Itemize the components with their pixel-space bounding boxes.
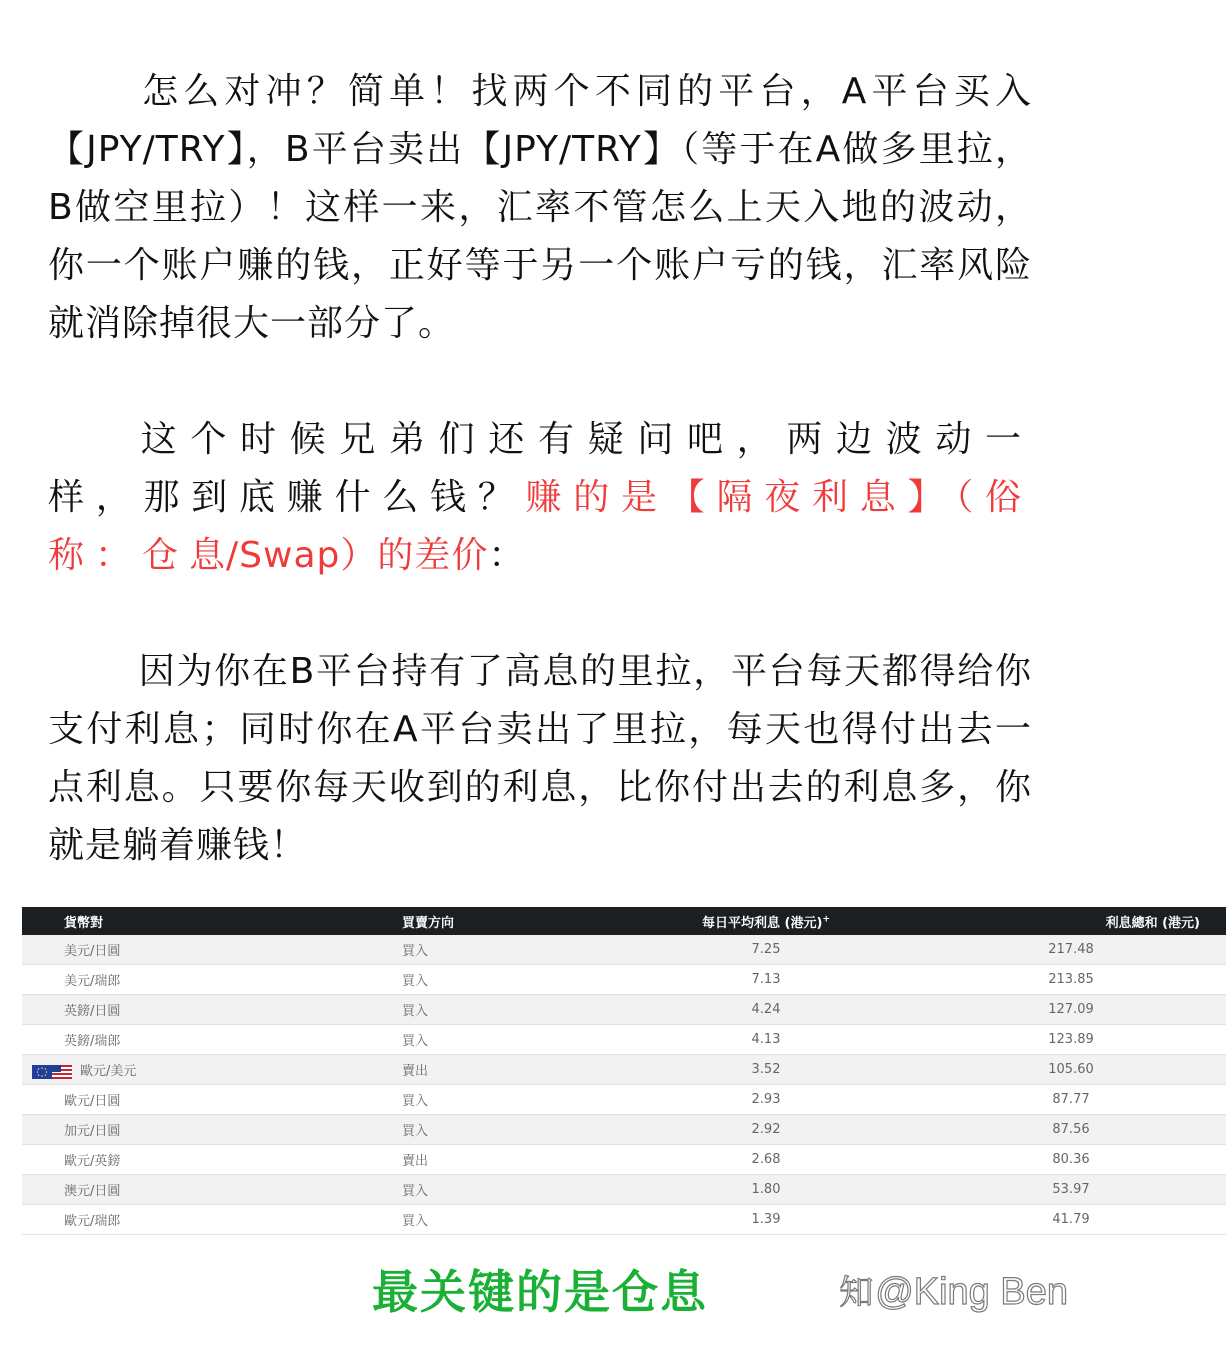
cell-daily: 3.52 <box>616 1055 916 1085</box>
table-row <box>22 1055 1226 1085</box>
cell-total: 87.77 <box>916 1085 1226 1115</box>
swap-rates-table <box>22 907 1226 1235</box>
table-row <box>22 965 1226 995</box>
highlight-swap-text-end: 息/Swap）的差价 <box>189 535 489 576</box>
cell-daily: 4.13 <box>616 1025 916 1055</box>
flag-group <box>32 1064 72 1079</box>
cell-total: 87.56 <box>916 1115 1226 1145</box>
cell-daily: 1.39 <box>616 1205 916 1235</box>
footer-caption: 最关键的是仓息 <box>372 1265 708 1319</box>
cell-total: 105.60 <box>916 1055 1226 1085</box>
cell-pair: 歐元/日圓 <box>22 1085 302 1115</box>
cell-pair: 英鎊/日圓 <box>22 995 302 1025</box>
header-daily-interest <box>616 907 916 935</box>
cell-direction: 賣出 <box>302 1055 616 1085</box>
cell-direction: 買入 <box>302 965 616 995</box>
paragraph-question-text: 这个时候兄弟们还有疑问吧，两边波动一样，那到底赚什么钱？ <box>48 419 1032 518</box>
cell-pair: 加元/日圓 <box>22 1115 302 1145</box>
cell-pair-text: 歐元/美元 <box>80 1064 137 1079</box>
cell-daily: 7.13 <box>616 965 916 995</box>
table-row <box>22 935 1226 965</box>
cell-daily: 1.80 <box>616 1175 916 1205</box>
cell-total: 217.48 <box>916 935 1226 965</box>
cell-pair: 歐元/英鎊 <box>22 1145 302 1175</box>
table-row <box>22 1175 1226 1205</box>
cell-pair: 英鎊/瑞郎 <box>22 1025 302 1055</box>
table-header-row <box>22 907 1226 935</box>
table-row <box>22 1145 1226 1175</box>
cell-direction: 買入 <box>302 935 616 965</box>
colon-text: ： <box>488 535 526 576</box>
cell-direction: 買入 <box>302 1205 616 1235</box>
cell-total: 80.36 <box>916 1145 1226 1175</box>
paragraph-question <box>48 411 1032 585</box>
highlight-swap-text: 赚的是【隔夜利息】（俗称：仓 <box>48 477 1032 576</box>
cell-direction: 買入 <box>302 1115 616 1145</box>
eu-flag-icon <box>32 1065 52 1079</box>
cell-daily: 2.92 <box>616 1115 916 1145</box>
cell-pair: 美元/瑞郎 <box>22 965 302 995</box>
us-flag-icon <box>52 1065 72 1079</box>
cell-direction: 買入 <box>302 1085 616 1115</box>
paragraph-hedging <box>48 63 1032 353</box>
header-daily-superscript: + <box>822 914 830 925</box>
cell-pair <box>22 1055 302 1085</box>
cell-daily: 4.24 <box>616 995 916 1025</box>
cell-direction: 買入 <box>302 1175 616 1205</box>
cell-direction: 買入 <box>302 1025 616 1055</box>
cell-total: 213.85 <box>916 965 1226 995</box>
cell-total: 53.97 <box>916 1175 1226 1205</box>
table-row <box>22 1205 1226 1235</box>
header-pair: 貨幣對 <box>64 915 104 931</box>
paragraph-hedging-text: 怎么对冲？简单！找两个不同的平台，A平台买入【JPY/TRY】，B平台卖出【JPY/TRY】（等于在A做多里拉，B做空里拉）！这样一来，汇率不管怎么上天入地的波动，你一个账户赚的钱，正好等于另一个账户亏的钱，汇率风险就消除掉很大一部分了。 <box>48 71 1032 344</box>
cell-direction: 賣出 <box>302 1145 616 1175</box>
cell-daily: 2.93 <box>616 1085 916 1115</box>
header-daily-label: 每日平均利息 (港元) <box>702 915 823 931</box>
cell-direction: 買入 <box>302 995 616 1025</box>
table-row <box>22 1115 1226 1145</box>
cell-daily: 7.25 <box>616 935 916 965</box>
cell-total: 127.09 <box>916 995 1226 1025</box>
cell-total: 123.89 <box>916 1025 1226 1055</box>
paragraph-interest-text: 因为你在B平台持有了高息的里拉，平台每天都得给你支付利息；同时你在A平台卖出了里拉，每天也得付出去一点利息。只要你每天收到的利息，比你付出去的利息多，你就是躺着赚钱！ <box>48 651 1032 866</box>
header-direction: 買賣方向 <box>402 915 455 931</box>
cell-daily: 2.68 <box>616 1145 916 1175</box>
zhihu-logo-icon: 知 <box>839 1274 874 1312</box>
author-watermark <box>839 1268 1068 1317</box>
cell-pair: 澳元/日圓 <box>22 1175 302 1205</box>
cell-pair: 歐元/瑞郎 <box>22 1205 302 1235</box>
header-total-interest: 利息總和 (港元) <box>1105 915 1200 931</box>
cell-pair: 美元/日圓 <box>22 935 302 965</box>
paragraph-interest <box>48 643 1032 875</box>
watermark-handle: @King Ben <box>875 1271 1068 1313</box>
cell-total: 41.79 <box>916 1205 1226 1235</box>
table-row <box>22 1025 1226 1055</box>
table-row <box>22 1085 1226 1115</box>
table-row <box>22 995 1226 1025</box>
